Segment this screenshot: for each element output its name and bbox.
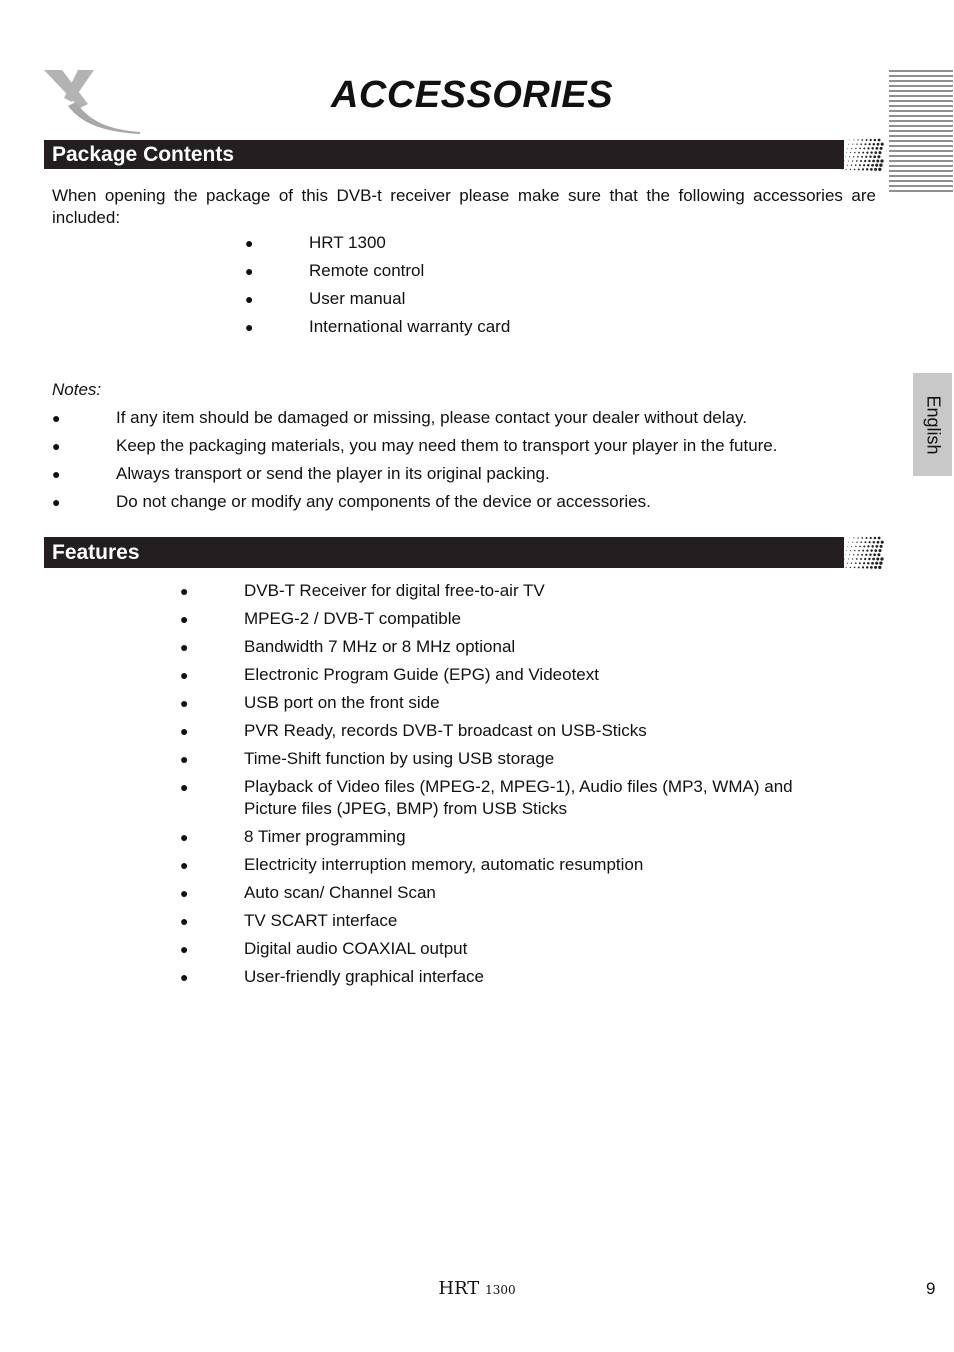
bullet-icon: ●: [245, 319, 254, 335]
decorative-lines: [889, 70, 953, 198]
list-item: ● DVB-T Receiver for digital free-to-air TV: [180, 581, 545, 600]
list-item: ● Electricity interruption memory, automatic resumption: [180, 855, 644, 874]
bullet-icon: ●: [180, 667, 189, 683]
footer-model-number: 1300: [485, 1283, 516, 1297]
list-item: ● TV SCART interface: [180, 911, 398, 930]
list-item: ● Auto scan/ Channel Scan: [180, 883, 436, 902]
bullet-icon: ●: [180, 779, 189, 795]
bullet-icon: ●: [180, 941, 189, 957]
bullet-icon: ●: [180, 885, 189, 901]
section-header-features: [44, 537, 844, 568]
list-item: ● USB port on the front side: [180, 693, 440, 712]
bullet-icon: ●: [180, 751, 189, 767]
list-item: ● Electronic Program Guide (EPG) and Videotext: [180, 665, 599, 684]
bullet-icon: ●: [52, 438, 61, 454]
list-item: ● HRT 1300: [245, 233, 386, 252]
list-item: ● Bandwidth 7 MHz or 8 MHz optional: [180, 637, 516, 656]
bullet-icon: ●: [180, 829, 189, 845]
bullet-icon: ●: [180, 583, 189, 599]
footer-model: [0, 1278, 954, 1299]
list-item: ● Digital audio COAXIAL output: [180, 939, 468, 958]
page-title: ACCESSORIES: [330, 74, 614, 116]
page-number: 9: [926, 1279, 936, 1298]
bullet-icon: ●: [180, 611, 189, 627]
list-item: ● 8 Timer programming: [180, 827, 406, 846]
bullet-icon: ●: [245, 291, 254, 307]
bullet-icon: ●: [52, 410, 61, 426]
bullet-icon: ●: [180, 969, 189, 985]
bullet-icon: ●: [245, 235, 254, 251]
section-header-package-contents: [44, 140, 844, 169]
list-item: ● If any item should be damaged or missing, please contact your dealer without delay.: [52, 408, 747, 427]
language-tab-label: English: [923, 394, 943, 455]
list-item: ● International warranty card: [245, 317, 511, 336]
list-item: ● Time-Shift function by using USB storage: [180, 749, 555, 768]
bullet-icon: ●: [180, 857, 189, 873]
bullet-icon: ●: [52, 466, 61, 482]
bullet-icon: ●: [52, 494, 61, 510]
section-title: Package Contents: [52, 143, 235, 166]
list-item: ● PVR Ready, records DVB-T broadcast on USB-Sticks: [180, 721, 647, 740]
bullet-icon: ●: [180, 723, 189, 739]
halftone-dots-icon: [838, 137, 884, 173]
notes-list: [0, 407, 954, 519]
list-item: ● Keep the packaging materials, you may need them to transport your player in the future.: [52, 436, 778, 455]
halftone-dots-icon: [838, 535, 884, 571]
list-item: ● Always transport or send the player in its original packing.: [52, 464, 550, 483]
list-item: ● User-friendly graphical interface: [180, 967, 484, 986]
bullet-icon: ●: [180, 913, 189, 929]
list-item: ● Playback of Video files (MPEG-2, MPEG-1), Audio files (MP3, WMA) and Picture files (JPEG, BMP) from USB Sticks: [180, 777, 793, 818]
list-item: ● User manual: [245, 289, 406, 308]
bullet-icon: ●: [180, 639, 189, 655]
list-item: ● Remote control: [245, 261, 425, 280]
package-list: [0, 232, 954, 344]
features-list: [0, 580, 954, 994]
section-title: Features: [52, 541, 140, 564]
list-item: ● Do not change or modify any components of the device or accessories.: [52, 492, 651, 511]
package-intro: When opening the package of this DVB-t receiver please make sure that the following accessories are included:: [52, 186, 876, 227]
footer-model-name: HRT: [438, 1278, 480, 1299]
bullet-icon: ●: [180, 695, 189, 711]
notes-label: Notes:: [52, 380, 102, 399]
bullet-icon: ●: [245, 263, 254, 279]
list-item: ● MPEG-2 / DVB-T compatible: [180, 609, 461, 628]
